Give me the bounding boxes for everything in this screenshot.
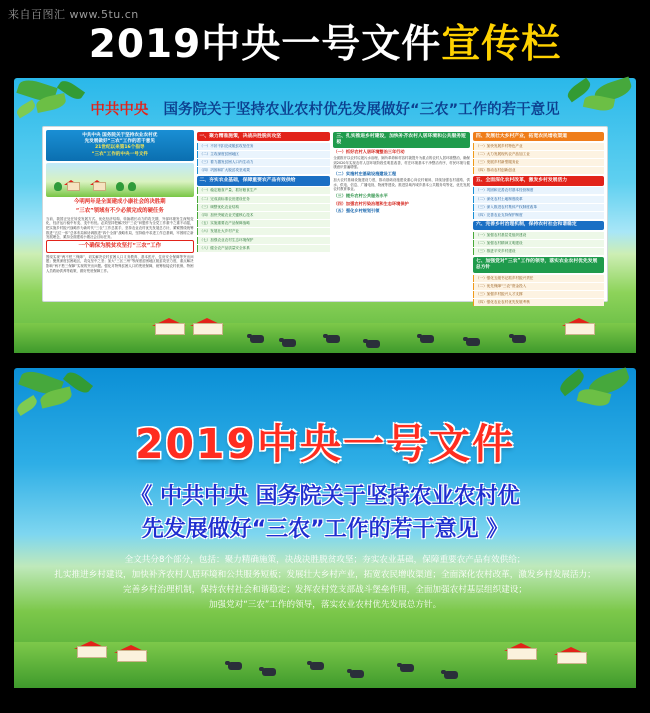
col1-body2: 围绕实现“两不愁三保障”，切实解决农村贫困人口义务教育、基本医疗、住房安全保障等突出问题；聚焦深度贫困地区，攻克坚中之坚；加大“三区三州”等深度贫困地区脱贫攻坚力度，重点解决影响“两不愁三保障”实现的突出问题。强化对特殊贫困人口的兜底保障，统筹衔接农村低保、特困人员救助供养等政策，做好兜底保障工作。 (46, 254, 194, 273)
col2-section-2: 二、夯实农业基础，保障重要农产品有效供给 (197, 176, 331, 185)
col4-item: （二）优先保障“三农”资金投入 (473, 283, 604, 290)
cow (310, 662, 324, 670)
col2-item: （四）加快突破农业关键核心技术 (197, 212, 331, 219)
col4-item: （三）发展乡村新型服务业 (473, 159, 604, 166)
cow (250, 335, 264, 343)
col3-section-1: 三、扎实推进乡村建设，加快补齐农村人居环境和公共服务短板 (333, 132, 470, 148)
col2-item: （二）完成高标准农田建设任务 (197, 196, 331, 203)
col2-item: （七）加强农业农村生态环境保护 (197, 237, 331, 244)
mini-illustration (46, 163, 194, 197)
col2-item: （五）实施重要农产品保障战略 (197, 220, 331, 227)
cow (228, 662, 242, 670)
col2-item: （六）发展壮大乡村产业 (197, 228, 331, 235)
body-line: 加强党对“三农”工作的领导，落实农业农村优先发展总方针。 (208, 600, 442, 610)
col2-item: （一）稳定粮食产量，抓好粮食生产 (197, 187, 331, 194)
page-title-part2: 宣传栏 (441, 22, 562, 67)
board-bottom (14, 368, 636, 688)
content-column-4 (473, 130, 604, 305)
content-sheet (42, 126, 608, 305)
cow (350, 670, 364, 678)
col4-item: （二）深化农村土地制度改革 (473, 196, 604, 203)
board-top-header-red: 中共中央 (90, 102, 149, 118)
board-bottom-scenery (14, 610, 636, 688)
farmhouse (190, 319, 224, 335)
col3-item: （五）强化乡村规划引领 (333, 208, 380, 214)
col4-item: （一）加快发展乡村特色产业 (473, 143, 604, 150)
farmhouse (554, 648, 588, 664)
page-title-part1: 2019中央一号文件 (88, 22, 442, 67)
col2-item: （四）巩固和扩大脱贫攻坚成果 (197, 167, 331, 174)
col4-item: （一）巩固和完善农村基本经营制度 (473, 187, 604, 194)
body-line: 全文共分8个部分，包括：聚力精确施策，决战决胜脱贫攻坚；夯实农业基础，保障重要农产品有效供给； (124, 555, 526, 565)
cow (400, 664, 414, 672)
col4-item: （二）大力发展现代农产品加工业 (473, 151, 604, 158)
col2-item: （二）主攻深度贫困地区 (197, 151, 331, 158)
board-bottom-subtitle-line2: 先发展做好“三农”工作的若干意见 》 (141, 517, 509, 542)
col4-item: （四）强化农业农村优先发展考核 (473, 299, 604, 306)
mini-banner (46, 130, 194, 161)
farmhouse (114, 646, 148, 662)
board-top-header (42, 100, 608, 120)
cow (366, 340, 380, 348)
col3-body1: 全面推开以农村垃圾污水治理、厕所革命和村容村貌提升为重点的农村人居环境整治，确保到2020年实现农村人居环境阶段性明显改善，村庄环境基本干净整洁有序，村民环境与健康意识普遍增强。 (333, 156, 470, 170)
grass-field (14, 323, 636, 353)
cow (326, 335, 340, 343)
farmhouse (504, 644, 538, 660)
col1-highlight-box (46, 240, 194, 253)
mini-banner-line1: 中共中央 国务院关于坚持农业农村优 (82, 133, 158, 138)
col3-body2: 加大农村基础设施建设力度，推动基础设施建设重心向农村倾斜，持续加强农村道路、供水、供电、信息、广播电视、物流等建设。推进县域内城乡基本公共服务均等化，优先发展农村教育事业。 (333, 178, 470, 192)
farmhouse (74, 642, 108, 658)
cow (420, 335, 434, 343)
content-column-1 (46, 130, 194, 298)
board-top-scenery (14, 301, 636, 353)
col3-item: （三）提升农村公共服务水平 (333, 193, 388, 199)
col1-head2: “三农”领域有不少必须完成的硬任务 (75, 207, 164, 214)
col4-item: （一）强化五级书记抓乡村振兴责任 (473, 275, 604, 282)
col4-item: （四）完善农业支持保护制度 (473, 212, 604, 219)
board-top (14, 78, 636, 353)
col2-item: （三）调整优化农业结构 (197, 204, 331, 211)
col1-head3: 一个确保为脱贫攻坚打“三农”工作 (78, 242, 162, 249)
col4-item: （一）加强农村基层党组织建设 (473, 232, 604, 239)
farmhouse (152, 319, 186, 335)
col4-section-2: 五、全面深化农村改革，激发乡村发展活力 (473, 176, 604, 185)
mini-banner-line2: 先发展做好“三农”工作的若干意见 (84, 139, 155, 145)
col1-body1: 当前，我国正处在转变发展方式、优化经济结构、转换增长动力的攻关期，外部环境发生深刻变化，经济运行稳中有变、变中有忧。必须坚持把解决好“三农”问题作为全党工作重中之重不动摇，把实施乡村振兴战略作为新时代“三农”工作总抓手，坚持农业农村优先发展总方针，紧紧围绕统筹推进“五位一体”总体布局和协调推进“四个全面”战略布局，坚持稳中求进工作总基调，牢固树立新发展理念，紧扣全面建成小康社会目标任务。 (46, 216, 194, 240)
col3-item: （四）加强农村污染治理和生态环境保护 (333, 200, 409, 206)
col2-section-1: 一、聚力精准施策，决战决胜脱贫攻坚 (197, 132, 331, 141)
col3-item: （二）实施村庄基础设施建设工程 (333, 171, 397, 177)
col2-item: （一）不折不扣完成脱贫攻坚任务 (197, 143, 331, 150)
col4-section-3: 六、完善乡村治理机制，保持农村社会和谐稳定 (473, 221, 604, 230)
cow (262, 668, 276, 676)
board-bottom-title: 2019中央一号文件 (134, 420, 516, 468)
col4-item: （三）深入推进农村集体产权制度改革 (473, 204, 604, 211)
col2-item: （三）着力激发贫困人口内生动力 (197, 159, 331, 166)
farmhouse (562, 319, 596, 335)
col4-item: （二）加强农村精神文明建设 (473, 240, 604, 247)
cow (282, 339, 296, 347)
col4-item: （四）推动农村创新创业 (473, 167, 604, 174)
board-top-header-blue: 国务院关于坚持农业农村优先发展做好“三农”工作的若干意见 (163, 102, 560, 118)
board-bottom-subtitle-line1: 《 中共中央 国务院关于坚持农业农村优 (130, 484, 520, 509)
body-line: 完善乡村治理机制，保持农村社会和谐稳定；发挥农村党支部战斗堡垒作用，全面加强农村基层组织建设； (123, 585, 527, 595)
col4-item: （三）推进平安乡村建设 (473, 248, 604, 255)
col1-head1: 今明两年是全面建成小康社会的决胜期 (73, 198, 166, 205)
col3-item: （一）抓好农村人居环境整治三年行动 (333, 149, 405, 155)
body-line: 扎实推进乡村建设，加快补齐农村人居环境和公共服务短板；发展壮大乡村产业，拓宽农民增收渠道；全面深化农村改革，激发乡村发展活力； (54, 570, 596, 580)
mini-banner-line4: “三农”工作的中央一号文件 (91, 151, 149, 157)
cow (444, 671, 458, 679)
cow (466, 338, 480, 346)
mini-banner-line3: 21世纪以来第16个指导 (94, 145, 145, 151)
col4-item: （三）加强乡村振兴人才支撑 (473, 291, 604, 298)
content-column-3 (333, 130, 470, 298)
watermark: 来自百图汇 www.5tu.cn (8, 8, 139, 21)
col4-section-4: 七、加强党对“三农”工作的领导，落实农业农村优先发展总方针 (473, 257, 604, 273)
content-column-2 (197, 130, 331, 298)
board-bottom-body (54, 553, 596, 613)
cow (512, 335, 526, 343)
col4-section-1: 四、发展壮大乡村产业，拓宽农民增收渠道 (473, 132, 604, 141)
col2-item: （八）健全农产品质量安全体系 (197, 245, 331, 252)
page-title (0, 22, 650, 68)
board-bottom-subtitle (14, 480, 636, 546)
